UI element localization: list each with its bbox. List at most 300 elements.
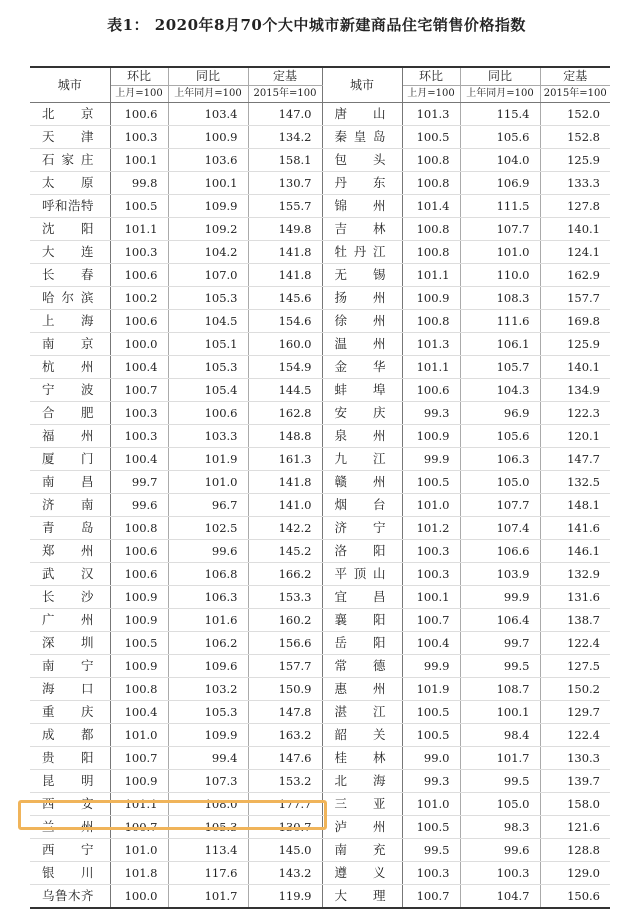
table-row (30, 195, 610, 218)
yoy-right-cell: 100.1 (460, 701, 540, 724)
base-right-cell: 146.1 (540, 540, 610, 563)
city-right-cell: 温州 (322, 333, 402, 356)
base-right-cell: 122.4 (540, 632, 610, 655)
table-row (30, 379, 610, 402)
yoy-left-cell: 105.3 (168, 701, 248, 724)
mom-left-cell: 100.6 (110, 264, 168, 287)
table-row (30, 540, 610, 563)
mom-left-cell: 100.0 (110, 333, 168, 356)
city-right-cell: 大理 (322, 885, 402, 909)
yoy-left-cell: 104.2 (168, 241, 248, 264)
yoy-left-cell: 107.0 (168, 264, 248, 287)
mom-left-cell: 100.5 (110, 632, 168, 655)
mom-right-cell: 101.0 (402, 793, 460, 816)
table-row (30, 816, 610, 839)
table-row (30, 310, 610, 333)
base-left-cell: 148.8 (248, 425, 322, 448)
city-right-cell: 泉州 (322, 425, 402, 448)
mom-header-left: 环比 (110, 67, 168, 86)
table-row (30, 241, 610, 264)
base-right-cell: 150.2 (540, 678, 610, 701)
yoy-header-left: 同比 (168, 67, 248, 86)
mom-right-cell: 101.4 (402, 195, 460, 218)
mom-right-cell: 100.3 (402, 862, 460, 885)
base-right-cell: 140.1 (540, 356, 610, 379)
yoy-left-cell: 109.6 (168, 655, 248, 678)
yoy-left-cell: 117.6 (168, 862, 248, 885)
yoy-right-cell: 98.4 (460, 724, 540, 747)
city-right-cell: 扬州 (322, 287, 402, 310)
mom-left-cell: 100.0 (110, 885, 168, 909)
city-left-cell: 南京 (30, 333, 110, 356)
city-right-cell: 秦皇岛 (322, 126, 402, 149)
base-header-right: 定基 (540, 67, 610, 86)
city-left-cell: 沈阳 (30, 218, 110, 241)
yoy-right-cell: 106.6 (460, 540, 540, 563)
city-left-cell: 大连 (30, 241, 110, 264)
yoy-right-cell: 99.5 (460, 655, 540, 678)
city-right-cell: 丹东 (322, 172, 402, 195)
mom-right-cell: 101.3 (402, 333, 460, 356)
mom-right-cell: 99.5 (402, 839, 460, 862)
city-left-cell: 深圳 (30, 632, 110, 655)
city-left-cell: 成都 (30, 724, 110, 747)
base-right-cell: 158.0 (540, 793, 610, 816)
yoy-right-cell: 107.7 (460, 494, 540, 517)
base-left-cell: 134.2 (248, 126, 322, 149)
yoy-left-cell: 109.9 (168, 724, 248, 747)
city-left-cell: 昆明 (30, 770, 110, 793)
mom-left-cell: 100.3 (110, 425, 168, 448)
table-row (30, 770, 610, 793)
mom-right-cell: 99.3 (402, 402, 460, 425)
city-left-cell: 长沙 (30, 586, 110, 609)
city-left-cell: 哈尔滨 (30, 287, 110, 310)
base-left-cell: 141.8 (248, 264, 322, 287)
yoy-right-cell: 104.7 (460, 885, 540, 909)
yoy-left-cell: 108.0 (168, 793, 248, 816)
base-left-cell: 147.0 (248, 103, 322, 126)
yoy-right-cell: 99.6 (460, 839, 540, 862)
base-right-cell: 138.7 (540, 609, 610, 632)
city-left-cell: 重庆 (30, 701, 110, 724)
yoy-right-cell: 108.7 (460, 678, 540, 701)
mom-left-cell: 100.9 (110, 770, 168, 793)
base-left-cell: 158.1 (248, 149, 322, 172)
base-right-cell: 134.9 (540, 379, 610, 402)
table-row (30, 885, 610, 909)
mom-header-right: 环比 (402, 67, 460, 86)
base-right-cell: 127.8 (540, 195, 610, 218)
mom-right-cell: 100.3 (402, 563, 460, 586)
table-row (30, 609, 610, 632)
base-right-cell: 169.8 (540, 310, 610, 333)
base-right-cell: 132.5 (540, 471, 610, 494)
yoy-right-cell: 105.7 (460, 356, 540, 379)
base-right-cell: 122.4 (540, 724, 610, 747)
base-left-cell: 130.7 (248, 816, 322, 839)
base-right-cell: 128.8 (540, 839, 610, 862)
table-row (30, 724, 610, 747)
base-right-cell: 120.1 (540, 425, 610, 448)
table-row (30, 632, 610, 655)
mom-right-cell: 100.5 (402, 701, 460, 724)
base-left-cell: 141.8 (248, 241, 322, 264)
base-right-cell: 121.6 (540, 816, 610, 839)
city-left-cell: 厦门 (30, 448, 110, 471)
mom-left-cell: 100.6 (110, 540, 168, 563)
city-left-cell: 广州 (30, 609, 110, 632)
base-left-cell: 177.7 (248, 793, 322, 816)
yoy-left-cell: 103.3 (168, 425, 248, 448)
price-index-table (30, 66, 610, 909)
mom-right-cell: 100.9 (402, 287, 460, 310)
mom-right-cell: 100.6 (402, 379, 460, 402)
base-left-cell: 163.2 (248, 724, 322, 747)
city-right-cell: 湛江 (322, 701, 402, 724)
yoy-right-cell: 107.4 (460, 517, 540, 540)
base-right-cell: 131.6 (540, 586, 610, 609)
city-left-cell: 杭州 (30, 356, 110, 379)
base-left-cell: 153.3 (248, 586, 322, 609)
table-row (30, 448, 610, 471)
base-right-cell: 162.9 (540, 264, 610, 287)
table-title: 表1： 2020年8月70个大中城市新建商品住宅销售价格指数 (107, 16, 526, 34)
yoy-right-cell: 104.3 (460, 379, 540, 402)
yoy-left-cell: 109.2 (168, 218, 248, 241)
table-row (30, 517, 610, 540)
yoy-right-cell: 96.9 (460, 402, 540, 425)
subheader-row (30, 86, 610, 103)
yoy-left-cell: 101.9 (168, 448, 248, 471)
yoy-left-cell: 107.3 (168, 770, 248, 793)
base-left-cell: 147.8 (248, 701, 322, 724)
base-right-cell: 132.9 (540, 563, 610, 586)
city-right-cell: 赣州 (322, 471, 402, 494)
base-left-cell: 160.2 (248, 609, 322, 632)
mom-left-cell: 100.3 (110, 126, 168, 149)
mom-left-cell: 100.8 (110, 517, 168, 540)
city-left-cell: 银川 (30, 862, 110, 885)
city-header-right: 城市 (322, 67, 402, 103)
yoy-left-cell: 103.2 (168, 678, 248, 701)
base-left-cell: 161.3 (248, 448, 322, 471)
yoy-right-cell: 101.7 (460, 747, 540, 770)
city-right-cell: 安庆 (322, 402, 402, 425)
yoy-left-cell: 105.4 (168, 379, 248, 402)
yoy-right-cell: 98.3 (460, 816, 540, 839)
yoy-right-cell: 107.7 (460, 218, 540, 241)
base-right-cell: 152.8 (540, 126, 610, 149)
base-left-cell: 156.6 (248, 632, 322, 655)
mom-left-cell: 100.4 (110, 448, 168, 471)
mom-left-cell: 100.2 (110, 287, 168, 310)
yoy-left-cell: 101.7 (168, 885, 248, 909)
table-row (30, 149, 610, 172)
city-right-cell: 吉林 (322, 218, 402, 241)
yoy-left-cell: 103.6 (168, 149, 248, 172)
base-right-cell: 129.7 (540, 701, 610, 724)
base-right-cell: 133.3 (540, 172, 610, 195)
base-right-cell: 125.9 (540, 333, 610, 356)
yoy-right-cell: 100.3 (460, 862, 540, 885)
mom-left-cell: 100.9 (110, 609, 168, 632)
yoy-right-cell: 115.4 (460, 103, 540, 126)
mom-right-cell: 100.5 (402, 816, 460, 839)
mom-left-cell: 100.7 (110, 747, 168, 770)
base-right-cell: 139.7 (540, 770, 610, 793)
mom-right-cell: 100.8 (402, 310, 460, 333)
table-row (30, 471, 610, 494)
mom-left-cell: 100.6 (110, 103, 168, 126)
mom-subheader-left: 上月=100 (110, 86, 168, 103)
mom-right-cell: 100.4 (402, 632, 460, 655)
city-left-cell: 乌鲁木齐 (30, 885, 110, 909)
mom-left-cell: 100.3 (110, 241, 168, 264)
mom-right-cell: 100.5 (402, 126, 460, 149)
table-row (30, 356, 610, 379)
city-left-cell: 南昌 (30, 471, 110, 494)
mom-left-cell: 100.1 (110, 149, 168, 172)
yoy-right-cell: 104.0 (460, 149, 540, 172)
yoy-left-cell: 96.7 (168, 494, 248, 517)
mom-left-cell: 100.4 (110, 356, 168, 379)
yoy-right-cell: 111.5 (460, 195, 540, 218)
base-right-cell: 141.6 (540, 517, 610, 540)
city-right-cell: 锦州 (322, 195, 402, 218)
mom-left-cell: 101.1 (110, 218, 168, 241)
base-subheader-right: 2015年=100 (540, 86, 610, 103)
city-left-cell: 福州 (30, 425, 110, 448)
mom-right-cell: 100.1 (402, 586, 460, 609)
city-left-cell: 郑州 (30, 540, 110, 563)
yoy-right-cell: 106.9 (460, 172, 540, 195)
yoy-right-cell: 105.6 (460, 126, 540, 149)
mom-right-cell: 100.7 (402, 609, 460, 632)
mom-right-cell: 100.8 (402, 149, 460, 172)
base-left-cell: 143.2 (248, 862, 322, 885)
base-left-cell: 149.8 (248, 218, 322, 241)
city-right-cell: 三亚 (322, 793, 402, 816)
city-right-cell: 牡丹江 (322, 241, 402, 264)
table-row (30, 172, 610, 195)
city-right-cell: 烟台 (322, 494, 402, 517)
base-right-cell: 122.3 (540, 402, 610, 425)
base-right-cell: 148.1 (540, 494, 610, 517)
base-left-cell: 162.8 (248, 402, 322, 425)
city-right-cell: 九江 (322, 448, 402, 471)
table-row (30, 793, 610, 816)
mom-left-cell: 100.8 (110, 678, 168, 701)
yoy-right-cell: 106.4 (460, 609, 540, 632)
base-left-cell: 141.0 (248, 494, 322, 517)
yoy-right-cell: 99.7 (460, 632, 540, 655)
mom-left-cell: 99.6 (110, 494, 168, 517)
mom-right-cell: 100.9 (402, 425, 460, 448)
table-row (30, 678, 610, 701)
city-header-left: 城市 (30, 67, 110, 103)
mom-left-cell: 100.9 (110, 655, 168, 678)
city-right-cell: 遵义 (322, 862, 402, 885)
mom-left-cell: 100.3 (110, 402, 168, 425)
city-left-cell: 武汉 (30, 563, 110, 586)
mom-right-cell: 101.1 (402, 264, 460, 287)
city-left-cell: 海口 (30, 678, 110, 701)
table-row (30, 655, 610, 678)
yoy-right-cell: 105.0 (460, 793, 540, 816)
city-left-cell: 呼和浩特 (30, 195, 110, 218)
city-left-cell: 天津 (30, 126, 110, 149)
mom-left-cell: 101.0 (110, 839, 168, 862)
yoy-left-cell: 105.3 (168, 356, 248, 379)
base-left-cell: 145.6 (248, 287, 322, 310)
city-right-cell: 唐山 (322, 103, 402, 126)
yoy-left-cell: 103.4 (168, 103, 248, 126)
city-left-cell: 太原 (30, 172, 110, 195)
base-left-cell: 141.8 (248, 471, 322, 494)
mom-left-cell: 100.9 (110, 586, 168, 609)
yoy-right-cell: 101.0 (460, 241, 540, 264)
city-right-cell: 平顶山 (322, 563, 402, 586)
yoy-right-cell: 106.1 (460, 333, 540, 356)
yoy-left-cell: 105.1 (168, 333, 248, 356)
table-row (30, 701, 610, 724)
mom-right-cell: 99.9 (402, 655, 460, 678)
mom-right-cell: 100.8 (402, 241, 460, 264)
base-right-cell: 127.5 (540, 655, 610, 678)
city-right-cell: 金华 (322, 356, 402, 379)
table-row (30, 287, 610, 310)
city-left-cell: 西安 (30, 793, 110, 816)
base-left-cell: 166.2 (248, 563, 322, 586)
yoy-left-cell: 105.3 (168, 287, 248, 310)
city-right-cell: 徐州 (322, 310, 402, 333)
city-right-cell: 包头 (322, 149, 402, 172)
yoy-left-cell: 109.9 (168, 195, 248, 218)
mom-right-cell: 101.1 (402, 356, 460, 379)
city-left-cell: 上海 (30, 310, 110, 333)
city-right-cell: 常德 (322, 655, 402, 678)
city-left-cell: 合肥 (30, 402, 110, 425)
base-right-cell: 130.3 (540, 747, 610, 770)
base-left-cell: 154.6 (248, 310, 322, 333)
yoy-right-cell: 99.5 (460, 770, 540, 793)
yoy-left-cell: 100.1 (168, 172, 248, 195)
mom-left-cell: 100.7 (110, 816, 168, 839)
city-right-cell: 无锡 (322, 264, 402, 287)
mom-left-cell: 101.8 (110, 862, 168, 885)
yoy-left-cell: 102.5 (168, 517, 248, 540)
base-left-cell: 130.7 (248, 172, 322, 195)
table-row (30, 747, 610, 770)
yoy-left-cell: 105.3 (168, 816, 248, 839)
city-right-cell: 宜昌 (322, 586, 402, 609)
mom-left-cell: 99.7 (110, 471, 168, 494)
table-row (30, 586, 610, 609)
city-right-cell: 襄阳 (322, 609, 402, 632)
table-row (30, 103, 610, 126)
base-left-cell: 144.5 (248, 379, 322, 402)
yoy-right-cell: 108.3 (460, 287, 540, 310)
table-row (30, 862, 610, 885)
city-right-cell: 岳阳 (322, 632, 402, 655)
base-left-cell: 145.0 (248, 839, 322, 862)
table-row (30, 839, 610, 862)
mom-right-cell: 100.7 (402, 885, 460, 909)
yoy-left-cell: 113.4 (168, 839, 248, 862)
yoy-left-cell: 99.4 (168, 747, 248, 770)
city-left-cell: 青岛 (30, 517, 110, 540)
city-left-cell: 西宁 (30, 839, 110, 862)
yoy-left-cell: 106.8 (168, 563, 248, 586)
mom-right-cell: 101.3 (402, 103, 460, 126)
yoy-subheader-right: 上年同月=100 (460, 86, 540, 103)
table-row (30, 264, 610, 287)
yoy-right-cell: 110.0 (460, 264, 540, 287)
base-right-cell: 140.1 (540, 218, 610, 241)
base-left-cell: 157.7 (248, 655, 322, 678)
mom-left-cell: 100.7 (110, 379, 168, 402)
city-right-cell: 南充 (322, 839, 402, 862)
yoy-right-cell: 103.9 (460, 563, 540, 586)
mom-left-cell: 99.8 (110, 172, 168, 195)
mom-right-cell: 100.8 (402, 172, 460, 195)
base-right-cell: 157.7 (540, 287, 610, 310)
city-left-cell: 石家庄 (30, 149, 110, 172)
base-left-cell: 119.9 (248, 885, 322, 909)
city-left-cell: 兰州 (30, 816, 110, 839)
base-right-cell: 125.9 (540, 149, 610, 172)
mom-left-cell: 101.0 (110, 724, 168, 747)
mom-right-cell: 99.3 (402, 770, 460, 793)
yoy-left-cell: 100.9 (168, 126, 248, 149)
yoy-right-cell: 105.0 (460, 471, 540, 494)
table-row (30, 563, 610, 586)
base-right-cell: 150.6 (540, 885, 610, 909)
mom-right-cell: 100.5 (402, 724, 460, 747)
base-left-cell: 153.2 (248, 770, 322, 793)
city-left-cell: 长春 (30, 264, 110, 287)
city-right-cell: 泸州 (322, 816, 402, 839)
mom-right-cell: 99.9 (402, 448, 460, 471)
base-left-cell: 145.2 (248, 540, 322, 563)
mom-left-cell: 100.5 (110, 195, 168, 218)
base-left-cell: 155.7 (248, 195, 322, 218)
yoy-right-cell: 111.6 (460, 310, 540, 333)
yoy-right-cell: 106.3 (460, 448, 540, 471)
yoy-left-cell: 106.2 (168, 632, 248, 655)
mom-right-cell: 101.9 (402, 678, 460, 701)
table-row (30, 333, 610, 356)
base-left-cell: 142.2 (248, 517, 322, 540)
yoy-header-right: 同比 (460, 67, 540, 86)
base-left-cell: 147.6 (248, 747, 322, 770)
base-subheader-left: 2015年=100 (248, 86, 322, 103)
yoy-left-cell: 101.0 (168, 471, 248, 494)
mom-right-cell: 99.0 (402, 747, 460, 770)
city-right-cell: 洛阳 (322, 540, 402, 563)
city-right-cell: 蚌埠 (322, 379, 402, 402)
yoy-subheader-left: 上年同月=100 (168, 86, 248, 103)
city-right-cell: 惠州 (322, 678, 402, 701)
yoy-left-cell: 106.3 (168, 586, 248, 609)
city-left-cell: 贵阳 (30, 747, 110, 770)
city-right-cell: 桂林 (322, 747, 402, 770)
base-right-cell: 147.7 (540, 448, 610, 471)
table-row (30, 218, 610, 241)
mom-left-cell: 101.1 (110, 793, 168, 816)
city-right-cell: 韶关 (322, 724, 402, 747)
